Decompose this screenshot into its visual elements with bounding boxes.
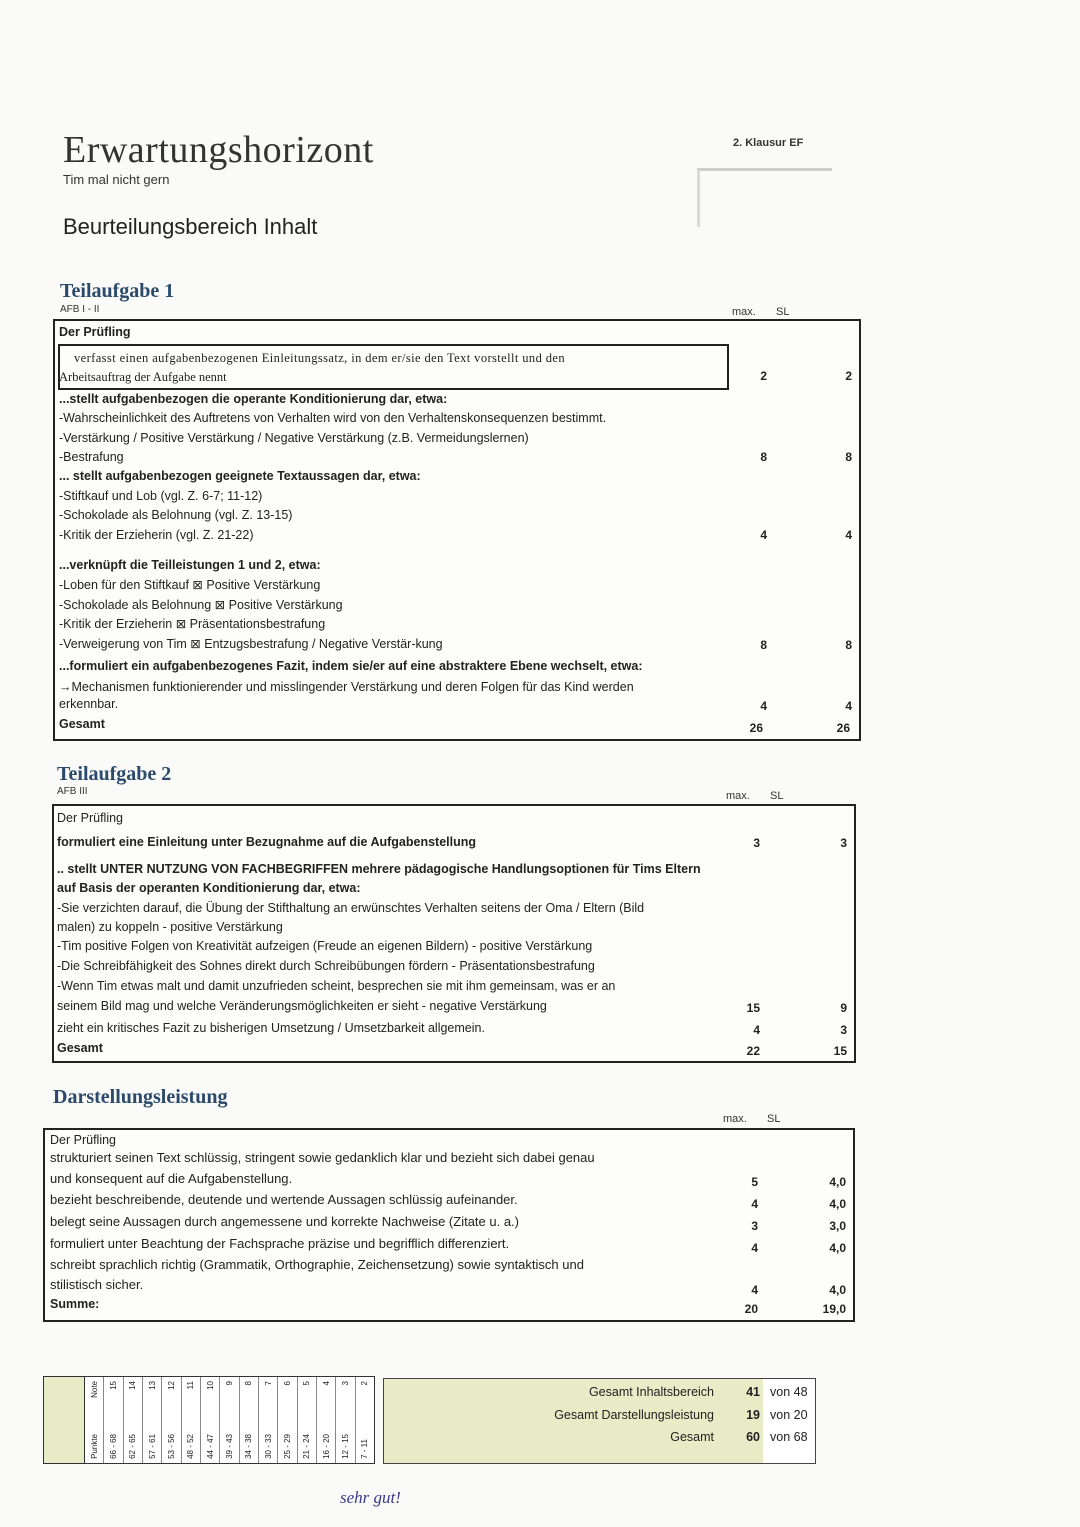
grade-col (182, 1377, 201, 1463)
row-text: -Schokolade als Belohnung (vgl. Z. 13-15) (59, 508, 293, 522)
max-value: 8 (760, 450, 767, 464)
teilaufgabe-1-title: Teilaufgabe 1 (60, 280, 175, 302)
grade-col (220, 1377, 239, 1463)
row-text: .. stellt UNTER NUTZUNG VON FACHBEGRIFFEN mehrere pädagogische Handlungsoptionen für Tims Eltern (57, 862, 701, 876)
max-value: 4 (751, 1283, 758, 1297)
col-max-3: max. (723, 1113, 747, 1125)
row-text: -Kritik der Erzieherin ⊠ Präsentationsbestrafung (59, 617, 326, 631)
grade-point: 3 (340, 1381, 350, 1386)
row-text: -Die Schreibfähigkeit des Sohnes direkt durch Schreibübungen fördern - Präsentationsbestrafung (57, 959, 595, 973)
sl-value: 4 (845, 528, 852, 542)
max-total: 22 (746, 1044, 760, 1058)
handwritten-remark: sehr gut! (340, 1488, 401, 1507)
sl-value: 3 (840, 836, 847, 850)
row-text: auf Basis der operanten Konditionierung dar, etwa: (57, 881, 361, 895)
grade-point: 12 (166, 1381, 176, 1390)
max-value: 8 (760, 638, 767, 652)
row-text: seinem Bild mag und welche Veränderungsmöglichkeiten er sieht - negative Verstärkung (57, 999, 547, 1013)
summary-value: 60 (746, 1430, 760, 1444)
grade-point: 6 (282, 1381, 292, 1386)
grade-col (240, 1377, 259, 1463)
darstellung-title: Darstellungsleistung (53, 1086, 228, 1108)
grade-col (124, 1377, 143, 1463)
sl-value: 3,0 (829, 1219, 846, 1233)
sl-total: 26 (836, 721, 850, 735)
grade-col (278, 1377, 297, 1463)
teilaufgabe-2-title: Teilaufgabe 2 (57, 763, 172, 785)
row-text: -Schokolade als Belohnung ⊠ Positive Verstärkung (59, 598, 343, 612)
stamp-mark (697, 168, 832, 227)
row-text: ... stellt aufgabenbezogen geeignete Textaussagen dar, etwa: (59, 469, 421, 483)
sl-value: 8 (845, 450, 852, 464)
grade-range: 16 - 20 (321, 1434, 331, 1459)
max-value: 4 (753, 1023, 760, 1037)
grade-point: 10 (205, 1381, 215, 1390)
klausur-label: 2. Klausur EF (733, 137, 804, 149)
grade-col (336, 1377, 355, 1463)
grade-range: 30 - 33 (263, 1434, 273, 1459)
row-text: -Sie verzichten darauf, die Übung der Stifthaltung an erwünschtes Verhalten seitens der Oma / Eltern (Bild (57, 901, 645, 915)
pruefling-label: Der Prüfling (50, 1133, 116, 1147)
row-text: erkennbar. (59, 697, 119, 711)
col-sl-3: SL (767, 1113, 781, 1125)
max-total: 26 (749, 721, 763, 735)
grade-range: 44 - 47 (205, 1434, 215, 1459)
grade-range: 53 - 56 (166, 1434, 176, 1459)
summe-label: Summe: (50, 1297, 100, 1311)
row-text: ...verknüpft die Teilleistungen 1 und 2, etwa: (59, 558, 321, 572)
grade-point: 4 (321, 1381, 331, 1386)
row-text: ...formuliert ein aufgabenbezogenes Fazit, indem sie/er auf eine abstraktere Ebene wechselt, etwa: (59, 659, 643, 673)
row-text: -Kritik der Erzieherin (vgl. Z. 21-22) (59, 528, 254, 542)
row-text: formuliert unter Beachtung der Fachsprache präzise und begrifflich differenziert. (50, 1236, 510, 1251)
row-text: -Verstärkung / Positive Verstärkung / Negative Verstärkung (z.B. Vermeidungslernen) (59, 431, 529, 445)
grade-col (143, 1377, 162, 1463)
col-sl-1: SL (776, 306, 790, 318)
sl-value: 4,0 (829, 1197, 846, 1211)
grade-point: 11 (186, 1381, 196, 1390)
summary-value: 41 (746, 1385, 760, 1399)
row-text: und konsequent auf die Aufgabenstellung. (50, 1171, 293, 1186)
teilaufgabe-1-afb: AFB I - II (60, 304, 100, 315)
row-text: -Loben für den Stiftkauf ⊠ Positive Verstärkung (59, 578, 321, 592)
grade-col (104, 1377, 123, 1463)
grade-point: 7 (263, 1381, 273, 1386)
summary-von: von 20 (770, 1408, 808, 1422)
summary-label: Gesamt (670, 1430, 714, 1444)
sl-value: 3 (840, 1023, 847, 1037)
max-total: 20 (744, 1302, 758, 1316)
summary-box (383, 1378, 765, 1464)
max-value: 4 (760, 699, 767, 713)
page-subtitle: Tim mal nicht gern (63, 172, 170, 187)
teilaufgabe-2-afb: AFB III (57, 786, 88, 797)
grade-range: 62 - 65 (128, 1434, 138, 1459)
sl-value: 4 (845, 699, 852, 713)
row-text: ...stellt aufgabenbezogen die operante Konditionierung dar, etwa: (59, 392, 448, 406)
section-heading: Beurteilungsbereich Inhalt (63, 214, 318, 239)
sl-value: 4,0 (829, 1175, 846, 1189)
sl-value: 8 (845, 638, 852, 652)
max-value: 3 (753, 836, 760, 850)
grade-scale-header (85, 1377, 104, 1463)
row-text: schreibt sprachlich richtig (Grammatik, Orthographie, Zeichensetzung) sowie syntaktisch und (50, 1257, 584, 1272)
sl-value: 4,0 (829, 1283, 846, 1297)
grade-range: 39 - 43 (224, 1434, 234, 1459)
grade-range: 21 - 24 (302, 1434, 312, 1459)
max-value: 4 (751, 1197, 758, 1211)
grade-col (162, 1377, 181, 1463)
row-text: -Wenn Tim etwas malt und damit unzufrieden scheint, besprechen sie mit ihm gemeinsam, was er an (57, 979, 616, 993)
row-text: →Mechanismen funktionierender und misslingender Verstärkung und deren Folgen für das Kind werden (59, 680, 634, 694)
row-text: malen) zu koppeln - positive Verstärkung (57, 920, 283, 934)
grade-point: 2 (360, 1381, 370, 1386)
sl-value: 9 (840, 1001, 847, 1015)
grade-scale-corner (44, 1377, 85, 1463)
grade-point: 9 (224, 1381, 234, 1386)
row-text: -Verweigerung von Tim ⊠ Entzugsbestrafung / Negative Verstär-kung (59, 637, 443, 651)
max-value: 15 (746, 1001, 760, 1015)
row-text: belegt seine Aussagen durch angemessene und korrekte Nachweise (Zitate u. a.) (50, 1214, 519, 1229)
grade-point: 8 (244, 1381, 254, 1386)
summary-von: von 68 (770, 1430, 808, 1444)
page-title: Erwartungshorizont (63, 129, 374, 171)
pruefling-label: Der Prüfling (59, 325, 131, 339)
grade-point: 13 (147, 1381, 157, 1390)
sl-total: 19,0 (822, 1302, 846, 1316)
grade-range: 57 - 61 (147, 1434, 157, 1459)
row-text: -Stiftkauf und Lob (vgl. Z. 6-7; 11-12) (59, 489, 263, 503)
row-text: bezieht beschreibende, deutende und wertende Aussagen schlüssig aufeinander. (50, 1192, 518, 1207)
gesamt-label: Gesamt (57, 1041, 103, 1055)
grade-header-note: Note (89, 1381, 99, 1398)
max-value: 4 (760, 528, 767, 542)
grade-point: 14 (128, 1381, 138, 1390)
max-value: 5 (751, 1175, 758, 1189)
grade-header-punkte: Punkte (89, 1434, 99, 1459)
grade-range: 7 - 11 (360, 1439, 370, 1459)
grade-range: 12 - 15 (340, 1434, 350, 1459)
sl-value: 2 (845, 369, 852, 383)
grade-point: 15 (108, 1381, 118, 1390)
row-text: stilistisch sicher. (50, 1277, 144, 1292)
grade-col (201, 1377, 220, 1463)
row-text: formuliert eine Einleitung unter Bezugnahme auf die Aufgabenstellung (57, 835, 477, 849)
grade-range: 48 - 52 (186, 1434, 196, 1459)
grade-point: 5 (302, 1381, 312, 1386)
sl-value: 4,0 (829, 1241, 846, 1255)
col-sl-2: SL (770, 790, 784, 802)
grade-range: 66 - 68 (108, 1434, 118, 1459)
row-text: -Bestrafung (59, 450, 124, 464)
summary-label: Gesamt Darstellungsleistung (554, 1408, 714, 1422)
max-value: 4 (751, 1241, 758, 1255)
grade-range: 25 - 29 (282, 1434, 292, 1459)
row-text: -Tim positive Folgen von Kreativität aufzeigen (Freude an eigenen Bildern) - positive Verstärkung (57, 939, 593, 953)
row-text: strukturiert seinen Text schlüssig, stringent sowie gedanklich klar und bezieht sich dabei genau (50, 1150, 595, 1165)
grade-col (259, 1377, 278, 1463)
grade-col (317, 1377, 336, 1463)
max-value: 3 (751, 1219, 758, 1233)
pruefling-label: Der Prüfling (57, 811, 123, 825)
grade-scale-table (43, 1376, 375, 1464)
sl-total: 15 (833, 1044, 847, 1058)
grade-col (298, 1377, 317, 1463)
row-text: zieht ein kritisches Fazit zu bisherigen Umsetzung / Umsetzbarkeit allgemein. (57, 1021, 485, 1035)
col-max-2: max. (726, 790, 750, 802)
col-max-1: max. (732, 306, 756, 318)
max-value: 2 (760, 369, 767, 383)
gesamt-label: Gesamt (59, 717, 105, 731)
row-text: Arbeitsauftrag der Aufgabe nennt (59, 370, 227, 384)
summary-label: Gesamt Inhaltsbereich (588, 1385, 714, 1399)
grade-col (356, 1377, 374, 1463)
summary-value: 19 (746, 1408, 760, 1422)
row-text: -Wahrscheinlichkeit des Auftretens von Verhalten wird von den Verhaltenskonsequenzen bestimmt. (59, 411, 607, 425)
row-text: verfasst einen aufgabenbezogenen Einleitungssatz, in dem er/sie den Text vorstellt und den (74, 351, 565, 365)
grade-range: 34 - 38 (244, 1434, 254, 1459)
summary-von: von 48 (770, 1385, 808, 1399)
